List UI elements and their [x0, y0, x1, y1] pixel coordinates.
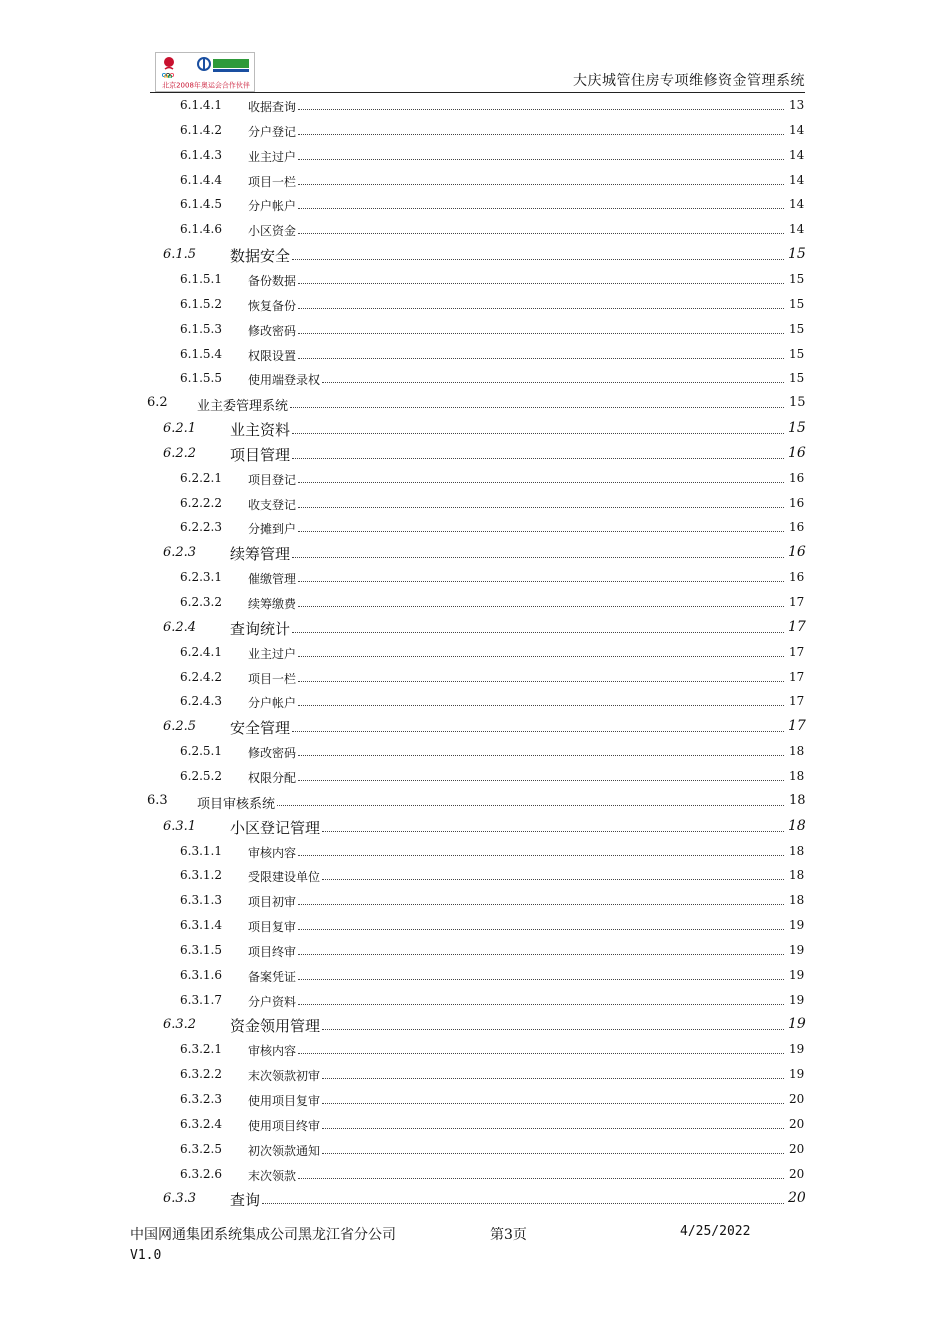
toc-entry-title: 项目管理: [230, 445, 291, 464]
toc-entry-title: 收支登记: [248, 497, 297, 512]
toc-entry-title: 分户登记: [248, 124, 297, 139]
toc-entry-title: 使用项目复审: [248, 1094, 321, 1108]
toc-entry[interactable]: [0, 121, 950, 141]
toc-entry[interactable]: [0, 518, 950, 538]
document-title: 大庆城管住房专项维修资金管理系统: [573, 73, 805, 89]
toc-entry-title: 使用项目终审: [248, 1118, 321, 1133]
toc-entry-page: 14: [789, 172, 805, 187]
toc-dot-leader: [298, 358, 784, 359]
toc-entry-page: 16: [788, 444, 806, 461]
toc-entry-page: 14: [789, 197, 805, 212]
toc-entry-number: 6.2: [147, 395, 168, 411]
toc-entry-number: 6.1.4.6: [180, 222, 222, 237]
toc-entry-page: 17: [788, 618, 806, 635]
toc-entry[interactable]: [0, 1065, 950, 1085]
toc-entry[interactable]: [0, 394, 950, 414]
toc-entry-number: 6.3.1.2: [180, 868, 222, 883]
toc-entry[interactable]: [0, 195, 950, 215]
company-logo: [155, 52, 255, 92]
toc-entry[interactable]: [0, 643, 950, 663]
toc-entry-number: 6.2.3: [163, 545, 197, 561]
toc-entry[interactable]: [0, 916, 950, 936]
toc-entry-title: 末次领款初审: [248, 1069, 321, 1084]
toc-dot-leader: [322, 1153, 784, 1154]
toc-entry-page: 16: [789, 470, 805, 485]
toc-dot-leader: [298, 780, 784, 781]
toc-entry[interactable]: [0, 1189, 950, 1209]
toc-entry-number: 6.3.1.5: [180, 942, 222, 957]
toc-entry-title: 项目审核系统: [197, 796, 276, 812]
toc-entry-page: 14: [789, 147, 805, 162]
toc-entry-number: 6.2.2.3: [180, 520, 222, 535]
toc-entry-page: 15: [789, 395, 806, 411]
toc-dot-leader: [322, 1128, 784, 1129]
toc-entry-title: 备案凭证: [248, 969, 297, 984]
toc-entry-title: 使用端登录权: [248, 373, 321, 388]
toc-entry-title: 备份数据: [248, 273, 297, 288]
toc-entry-title: 项目一栏: [248, 174, 297, 189]
toc-entry[interactable]: [0, 171, 950, 191]
toc-entry[interactable]: [0, 891, 950, 911]
toc-entry[interactable]: [0, 1115, 950, 1135]
toc-entry-title: 资金领用管理: [230, 1017, 321, 1036]
toc-entry-title: 修改密码: [248, 323, 297, 338]
toc-dot-leader: [298, 855, 784, 856]
toc-dot-leader: [298, 1053, 784, 1054]
toc-entry[interactable]: [0, 842, 950, 862]
toc-entry-title: 审核内容: [248, 1044, 297, 1059]
toc-entry-page: 14: [789, 222, 805, 237]
toc-dot-leader: [298, 308, 784, 309]
toc-dot-leader: [322, 1078, 784, 1079]
toc-dot-leader: [298, 482, 784, 483]
toc-entry-page: 15: [789, 321, 805, 336]
toc-entry-page: 16: [789, 495, 805, 510]
toc-entry-page: 18: [788, 817, 806, 834]
toc-entry-page: 16: [788, 544, 806, 561]
toc-entry-title: 恢复备份: [248, 298, 297, 313]
toc-entry-page: 17: [789, 644, 805, 659]
toc-entry-title: 小区登记管理: [230, 818, 321, 837]
toc-dot-leader: [298, 507, 784, 508]
toc-dot-leader: [298, 755, 784, 756]
toc-entry-page: 19: [789, 1067, 805, 1082]
toc-entry[interactable]: [0, 220, 950, 240]
toc-entry[interactable]: [0, 320, 950, 340]
toc-entry[interactable]: [0, 146, 950, 166]
toc-dot-leader: [298, 233, 784, 234]
toc-dot-leader: [292, 632, 784, 633]
toc-entry[interactable]: [0, 593, 950, 613]
toc-entry-page: 19: [789, 992, 805, 1007]
toc-dot-leader: [322, 879, 784, 880]
toc-entry-number: 6.3.2.3: [180, 1092, 222, 1106]
toc-dot-leader: [298, 1004, 784, 1005]
toc-entry-page: 19: [789, 918, 805, 933]
toc-entry[interactable]: [0, 469, 950, 489]
toc-dot-leader: [298, 208, 784, 209]
toc-entry-number: 6.2.1: [163, 421, 197, 437]
svg-text:北京2008年奥运会合作伙伴: 北京2008年奥运会合作伙伴: [162, 81, 250, 89]
toc-entry[interactable]: [0, 444, 950, 464]
toc-entry-title: 项目初审: [248, 895, 297, 910]
toc-entry[interactable]: [0, 369, 950, 389]
toc-entry-number: 6.1.4.5: [180, 197, 222, 212]
toc-entry-page: 17: [789, 694, 805, 709]
toc-entry-page: 19: [789, 1042, 805, 1057]
toc-entry-number: 6.3.2.6: [180, 1166, 222, 1181]
toc-entry[interactable]: [0, 767, 950, 787]
toc-entry-title: 收据查询: [248, 100, 297, 114]
toc-entry[interactable]: [0, 245, 950, 265]
toc-entry-page: 18: [789, 868, 805, 883]
toc-entry-number: 6.3.1.7: [180, 992, 222, 1007]
toc-entry[interactable]: [0, 692, 950, 712]
toc-dot-leader: [298, 705, 784, 706]
toc-dot-leader: [298, 979, 784, 980]
toc-entry-title: 小区资金: [248, 224, 297, 239]
toc-entry-number: 6.1.4.2: [180, 122, 222, 137]
toc-entry-number: 6.2.2.1: [180, 470, 222, 485]
toc-dot-leader: [298, 531, 784, 532]
toc-entry-number: 6.1.4.3: [180, 147, 222, 162]
toc-dot-leader: [298, 904, 784, 905]
toc-entry-page: 13: [789, 98, 805, 112]
toc-entry[interactable]: [0, 866, 950, 886]
toc-entry-number: 6.3.1.3: [180, 893, 222, 908]
toc-entry-title: 审核内容: [248, 845, 297, 860]
toc-entry-number: 6.2.2: [163, 445, 197, 461]
toc-entry-number: 6.3.1.4: [180, 918, 222, 933]
header-divider: [150, 92, 805, 93]
toc-entry[interactable]: [0, 618, 950, 638]
toc-dot-leader: [298, 333, 784, 334]
toc-entry-page: 20: [789, 1116, 805, 1131]
toc-entry-page: 17: [788, 718, 806, 735]
toc-entry-page: 17: [789, 669, 805, 684]
toc-dot-leader: [298, 283, 784, 284]
toc-entry-title: 业主资料: [230, 421, 291, 440]
footer-date: 4/25/2022: [680, 1224, 751, 1239]
toc-entry[interactable]: [0, 568, 950, 588]
toc-dot-leader: [298, 681, 784, 682]
toc-entry-page: 20: [789, 1141, 805, 1156]
toc-entry-title: 项目登记: [248, 472, 297, 487]
toc-entry[interactable]: [0, 419, 950, 439]
toc-entry[interactable]: [0, 991, 950, 1011]
toc-dot-leader: [298, 184, 784, 185]
logo-caption: [158, 80, 254, 89]
toc-entry-number: 6.2.4.2: [180, 669, 222, 684]
toc-entry[interactable]: [0, 742, 950, 762]
toc-entry[interactable]: [0, 96, 950, 116]
toc-entry[interactable]: [0, 1165, 950, 1185]
toc-entry-number: 6.3.2.5: [180, 1141, 222, 1156]
toc-entry-page: 18: [789, 843, 805, 858]
toc-entry-page: 19: [789, 942, 805, 957]
toc-entry[interactable]: [0, 717, 950, 737]
toc-entry-number: 6.3.2.2: [180, 1067, 222, 1082]
toc-entry[interactable]: [0, 668, 950, 688]
toc-entry-number: 6.3.1.1: [180, 843, 222, 858]
footer-version: V1.0: [130, 1248, 162, 1263]
toc-entry-number: 6.3.2.4: [180, 1116, 222, 1131]
toc-dot-leader: [298, 109, 784, 110]
toc-entry[interactable]: [0, 792, 950, 812]
toc-dot-leader: [298, 929, 784, 930]
toc-entry-number: 6.2.3.2: [180, 595, 222, 609]
olympic-emblem-icon: [160, 56, 188, 78]
cnc-brand-icon: [196, 56, 252, 74]
toc-entry-page: 15: [789, 371, 805, 386]
toc-entry-page: 16: [789, 520, 805, 535]
toc-entry[interactable]: [0, 1090, 950, 1110]
toc-entry-page: 20: [788, 1190, 806, 1207]
toc-entry-title: 催缴管理: [248, 572, 297, 587]
toc-entry-number: 6.1.5.5: [180, 371, 222, 386]
toc-dot-leader: [298, 656, 784, 657]
toc-entry-title: 续筹管理: [230, 545, 291, 564]
toc-entry-page: 20: [789, 1092, 805, 1106]
toc-dot-leader: [292, 557, 784, 558]
toc-entry-page: 18: [789, 768, 805, 783]
toc-entry-page: 19: [789, 967, 805, 982]
toc-dot-leader: [322, 382, 784, 383]
toc-entry-page: 15: [789, 271, 805, 286]
toc-entry[interactable]: [0, 494, 950, 514]
toc-entry-title: 项目复审: [248, 920, 297, 935]
toc-entry-number: 6.1.5.3: [180, 321, 222, 336]
toc-entry-page: 20: [789, 1166, 805, 1181]
toc-dot-leader: [277, 805, 784, 806]
footer-page-number: 第3页: [490, 1227, 527, 1243]
toc-dot-leader: [262, 1203, 784, 1204]
toc-dot-leader: [298, 954, 784, 955]
toc-entry-title: 分户帐户: [248, 696, 297, 711]
toc-entry-number: 6.1.4.4: [180, 172, 222, 187]
toc-entry-number: 6.1.5.1: [180, 271, 222, 286]
toc-entry-title: 业主委管理系统: [197, 399, 289, 415]
toc-dot-leader: [298, 159, 784, 160]
toc-entry-number: 6.1.5: [163, 247, 197, 263]
toc-entry-number: 6.3.1.6: [180, 967, 222, 982]
toc-entry-number: 6.2.2.2: [180, 495, 222, 510]
toc-entry-number: 6.3.2.1: [180, 1042, 222, 1057]
toc-entry-page: 15: [789, 296, 805, 311]
toc-dot-leader: [292, 433, 784, 434]
toc-entry-page: 17: [789, 595, 805, 609]
toc-entry-number: 6.2.5.2: [180, 768, 222, 783]
toc-entry-number: 6.2.4.3: [180, 694, 222, 709]
toc-entry-title: 查询统计: [230, 619, 291, 638]
toc-entry[interactable]: [0, 345, 950, 365]
toc-entry[interactable]: [0, 295, 950, 315]
toc-entry-number: 6.2.4: [163, 619, 197, 635]
toc-entry[interactable]: [0, 543, 950, 563]
toc-entry-title: 项目终审: [248, 944, 297, 959]
toc-dot-leader: [298, 581, 784, 582]
toc-entry-number: 6.3.2: [163, 1017, 197, 1033]
toc-entry-page: 15: [788, 246, 806, 263]
toc-entry-number: 6.2.5.1: [180, 744, 222, 759]
toc-entry-title: 权限设置: [248, 348, 297, 363]
toc-entry[interactable]: [0, 270, 950, 290]
toc-entry-page: 18: [789, 792, 806, 808]
toc-entry-number: 6.3: [147, 792, 168, 808]
toc-entry-title: 安全管理: [230, 719, 291, 738]
toc-entry-number: 6.3.1: [163, 818, 197, 834]
toc-dot-leader: [292, 259, 784, 260]
toc-entry-title: 末次领款: [248, 1168, 297, 1183]
toc-entry-title: 续筹缴费: [248, 597, 297, 611]
toc-entry-title: 分户资料: [248, 994, 297, 1009]
toc-entry-number: 6.2.3.1: [180, 570, 222, 585]
toc-entry-title: 业主过户: [248, 646, 297, 661]
toc-entry[interactable]: [0, 1015, 950, 1035]
toc-entry-title: 受限建设单位: [248, 870, 321, 885]
toc-dot-leader: [322, 831, 784, 832]
toc-entry[interactable]: [0, 1140, 950, 1160]
toc-entry-number: 6.2.4.1: [180, 644, 222, 659]
toc-entry-page: 15: [789, 346, 805, 361]
toc-entry-title: 查询: [230, 1191, 261, 1210]
toc-entry-number: 6.1.5.4: [180, 346, 222, 361]
toc-entry-page: 19: [788, 1016, 806, 1033]
toc-entry-title: 分摊到户: [248, 522, 297, 537]
toc-dot-leader: [292, 731, 784, 732]
toc-entry[interactable]: [0, 941, 950, 961]
toc-entry-page: 18: [789, 744, 805, 759]
toc-entry-title: 分户帐户: [248, 199, 297, 214]
toc-entry-number: 6.1.4.1: [180, 98, 222, 112]
toc-entry-title: 业主过户: [248, 149, 297, 164]
toc-entry-title: 项目一栏: [248, 671, 297, 686]
toc-dot-leader: [322, 1103, 784, 1104]
toc-dot-leader: [290, 407, 784, 408]
toc-entry-number: 6.2.5: [163, 719, 197, 735]
toc-entry-page: 16: [789, 570, 805, 585]
toc-entry-title: 权限分配: [248, 770, 297, 785]
footer-company: 中国网通集团系统集成公司黑龙江省分公司: [130, 1227, 396, 1243]
toc-entry-title: 初次领款通知: [248, 1143, 321, 1158]
toc-entry-page: 15: [788, 420, 806, 437]
toc-entry-title: 修改密码: [248, 746, 297, 761]
toc-dot-leader: [322, 1029, 784, 1030]
toc-entry-page: 14: [789, 122, 805, 137]
toc-entry-number: 6.1.5.2: [180, 296, 222, 311]
toc-entry-title: 数据安全: [230, 247, 291, 266]
toc-entry[interactable]: [0, 817, 950, 837]
toc-dot-leader: [292, 458, 784, 459]
toc-dot-leader: [298, 1178, 784, 1179]
toc-dot-leader: [298, 606, 784, 607]
toc-entry-page: 18: [789, 893, 805, 908]
toc-entry-number: 6.3.3: [163, 1191, 197, 1207]
toc-entry[interactable]: [0, 966, 950, 986]
toc-dot-leader: [298, 134, 784, 135]
toc-entry[interactable]: [0, 1040, 950, 1060]
